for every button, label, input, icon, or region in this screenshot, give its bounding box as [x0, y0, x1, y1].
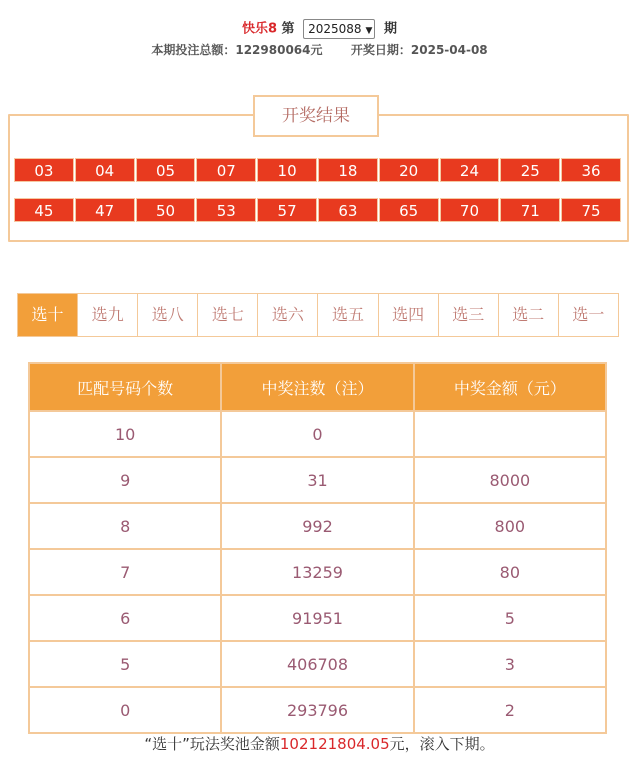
tab-pick7[interactable]: 选七 — [198, 294, 258, 336]
table-row — [29, 411, 606, 457]
winner-count: 31 — [221, 457, 413, 503]
prize-amount: 8000 — [414, 457, 606, 503]
match-count: 9 — [29, 457, 221, 503]
table-row — [29, 503, 606, 549]
winner-count: 992 — [221, 503, 413, 549]
pool-note-prefix: “选十”玩法奖池金额 — [144, 735, 280, 753]
col-prize-amount: 中奖金额（元） — [414, 363, 606, 411]
match-count: 10 — [29, 411, 221, 457]
table-row — [29, 687, 606, 733]
ball: 25 — [500, 158, 560, 182]
result-title: 开奖结果 — [253, 95, 379, 137]
tab-pick10[interactable]: 选十 — [18, 294, 78, 336]
draw-date-value: 2025-04-08 — [410, 43, 488, 57]
total-bet-label: 本期投注总额： — [151, 43, 236, 57]
ball: 36 — [561, 158, 621, 182]
table-row — [29, 595, 606, 641]
prize-amount: 5 — [414, 595, 606, 641]
prize-amount — [414, 411, 606, 457]
ball: 65 — [379, 198, 439, 222]
draw-info — [0, 42, 639, 58]
match-count: 0 — [29, 687, 221, 733]
ball: 53 — [196, 198, 256, 222]
winner-count: 293796 — [221, 687, 413, 733]
prize-amount: 3 — [414, 641, 606, 687]
play-type-tabs — [17, 293, 619, 337]
ball: 57 — [257, 198, 317, 222]
issue-select-value: 2025088 — [308, 22, 362, 36]
tab-pick4[interactable]: 选四 — [379, 294, 439, 336]
ball: 10 — [257, 158, 317, 182]
ball-row-2 — [14, 198, 622, 222]
issue-header — [0, 19, 639, 40]
ball: 20 — [379, 158, 439, 182]
tab-pick2[interactable]: 选二 — [499, 294, 559, 336]
col-match-count: 匹配号码个数 — [29, 363, 221, 411]
table-header-row — [29, 363, 606, 411]
ball: 18 — [318, 158, 378, 182]
table-row — [29, 549, 606, 595]
winner-count: 406708 — [221, 641, 413, 687]
tab-pick3[interactable]: 选三 — [439, 294, 499, 336]
tab-pick9[interactable]: 选九 — [78, 294, 138, 336]
issue-suffix: 期 — [384, 21, 398, 37]
game-name: 快乐8 — [241, 21, 278, 37]
ball: 75 — [561, 198, 621, 222]
ball: 70 — [440, 198, 500, 222]
tab-pick5[interactable]: 选五 — [318, 294, 378, 336]
prize-amount: 80 — [414, 549, 606, 595]
winner-count: 13259 — [221, 549, 413, 595]
table-row — [29, 457, 606, 503]
issue-select[interactable] — [303, 19, 375, 39]
ball: 47 — [75, 198, 135, 222]
ball: 50 — [136, 198, 196, 222]
ball: 63 — [318, 198, 378, 222]
prize-table — [28, 362, 607, 734]
tab-pick8[interactable]: 选八 — [138, 294, 198, 336]
issue-prefix: 第 — [281, 21, 295, 37]
pool-note-suffix: 元，滚入下期。 — [389, 735, 495, 753]
prize-amount: 800 — [414, 503, 606, 549]
col-winner-count: 中奖注数（注） — [221, 363, 413, 411]
total-bet-value: 122980064元 — [235, 43, 323, 57]
tab-pick1[interactable]: 选一 — [572, 305, 605, 324]
winner-count: 91951 — [221, 595, 413, 641]
tab-pick6[interactable]: 选六 — [258, 294, 318, 336]
winner-count: 0 — [221, 411, 413, 457]
pool-note — [0, 734, 639, 754]
match-count: 8 — [29, 503, 221, 549]
table-row — [29, 641, 606, 687]
pool-amount: 102121804.05 — [279, 735, 390, 753]
ball: 04 — [75, 158, 135, 182]
match-count: 6 — [29, 595, 221, 641]
ball: 03 — [14, 158, 74, 182]
match-count: 7 — [29, 549, 221, 595]
prize-amount: 2 — [414, 687, 606, 733]
ball: 45 — [14, 198, 74, 222]
draw-date-label: 开奖日期： — [350, 43, 411, 57]
match-count: 5 — [29, 641, 221, 687]
ball: 71 — [500, 198, 560, 222]
ball: 24 — [440, 158, 500, 182]
ball: 07 — [196, 158, 256, 182]
chevron-down-icon: ▼ — [365, 26, 373, 36]
ball: 05 — [136, 158, 196, 182]
ball-row-1 — [14, 158, 622, 182]
